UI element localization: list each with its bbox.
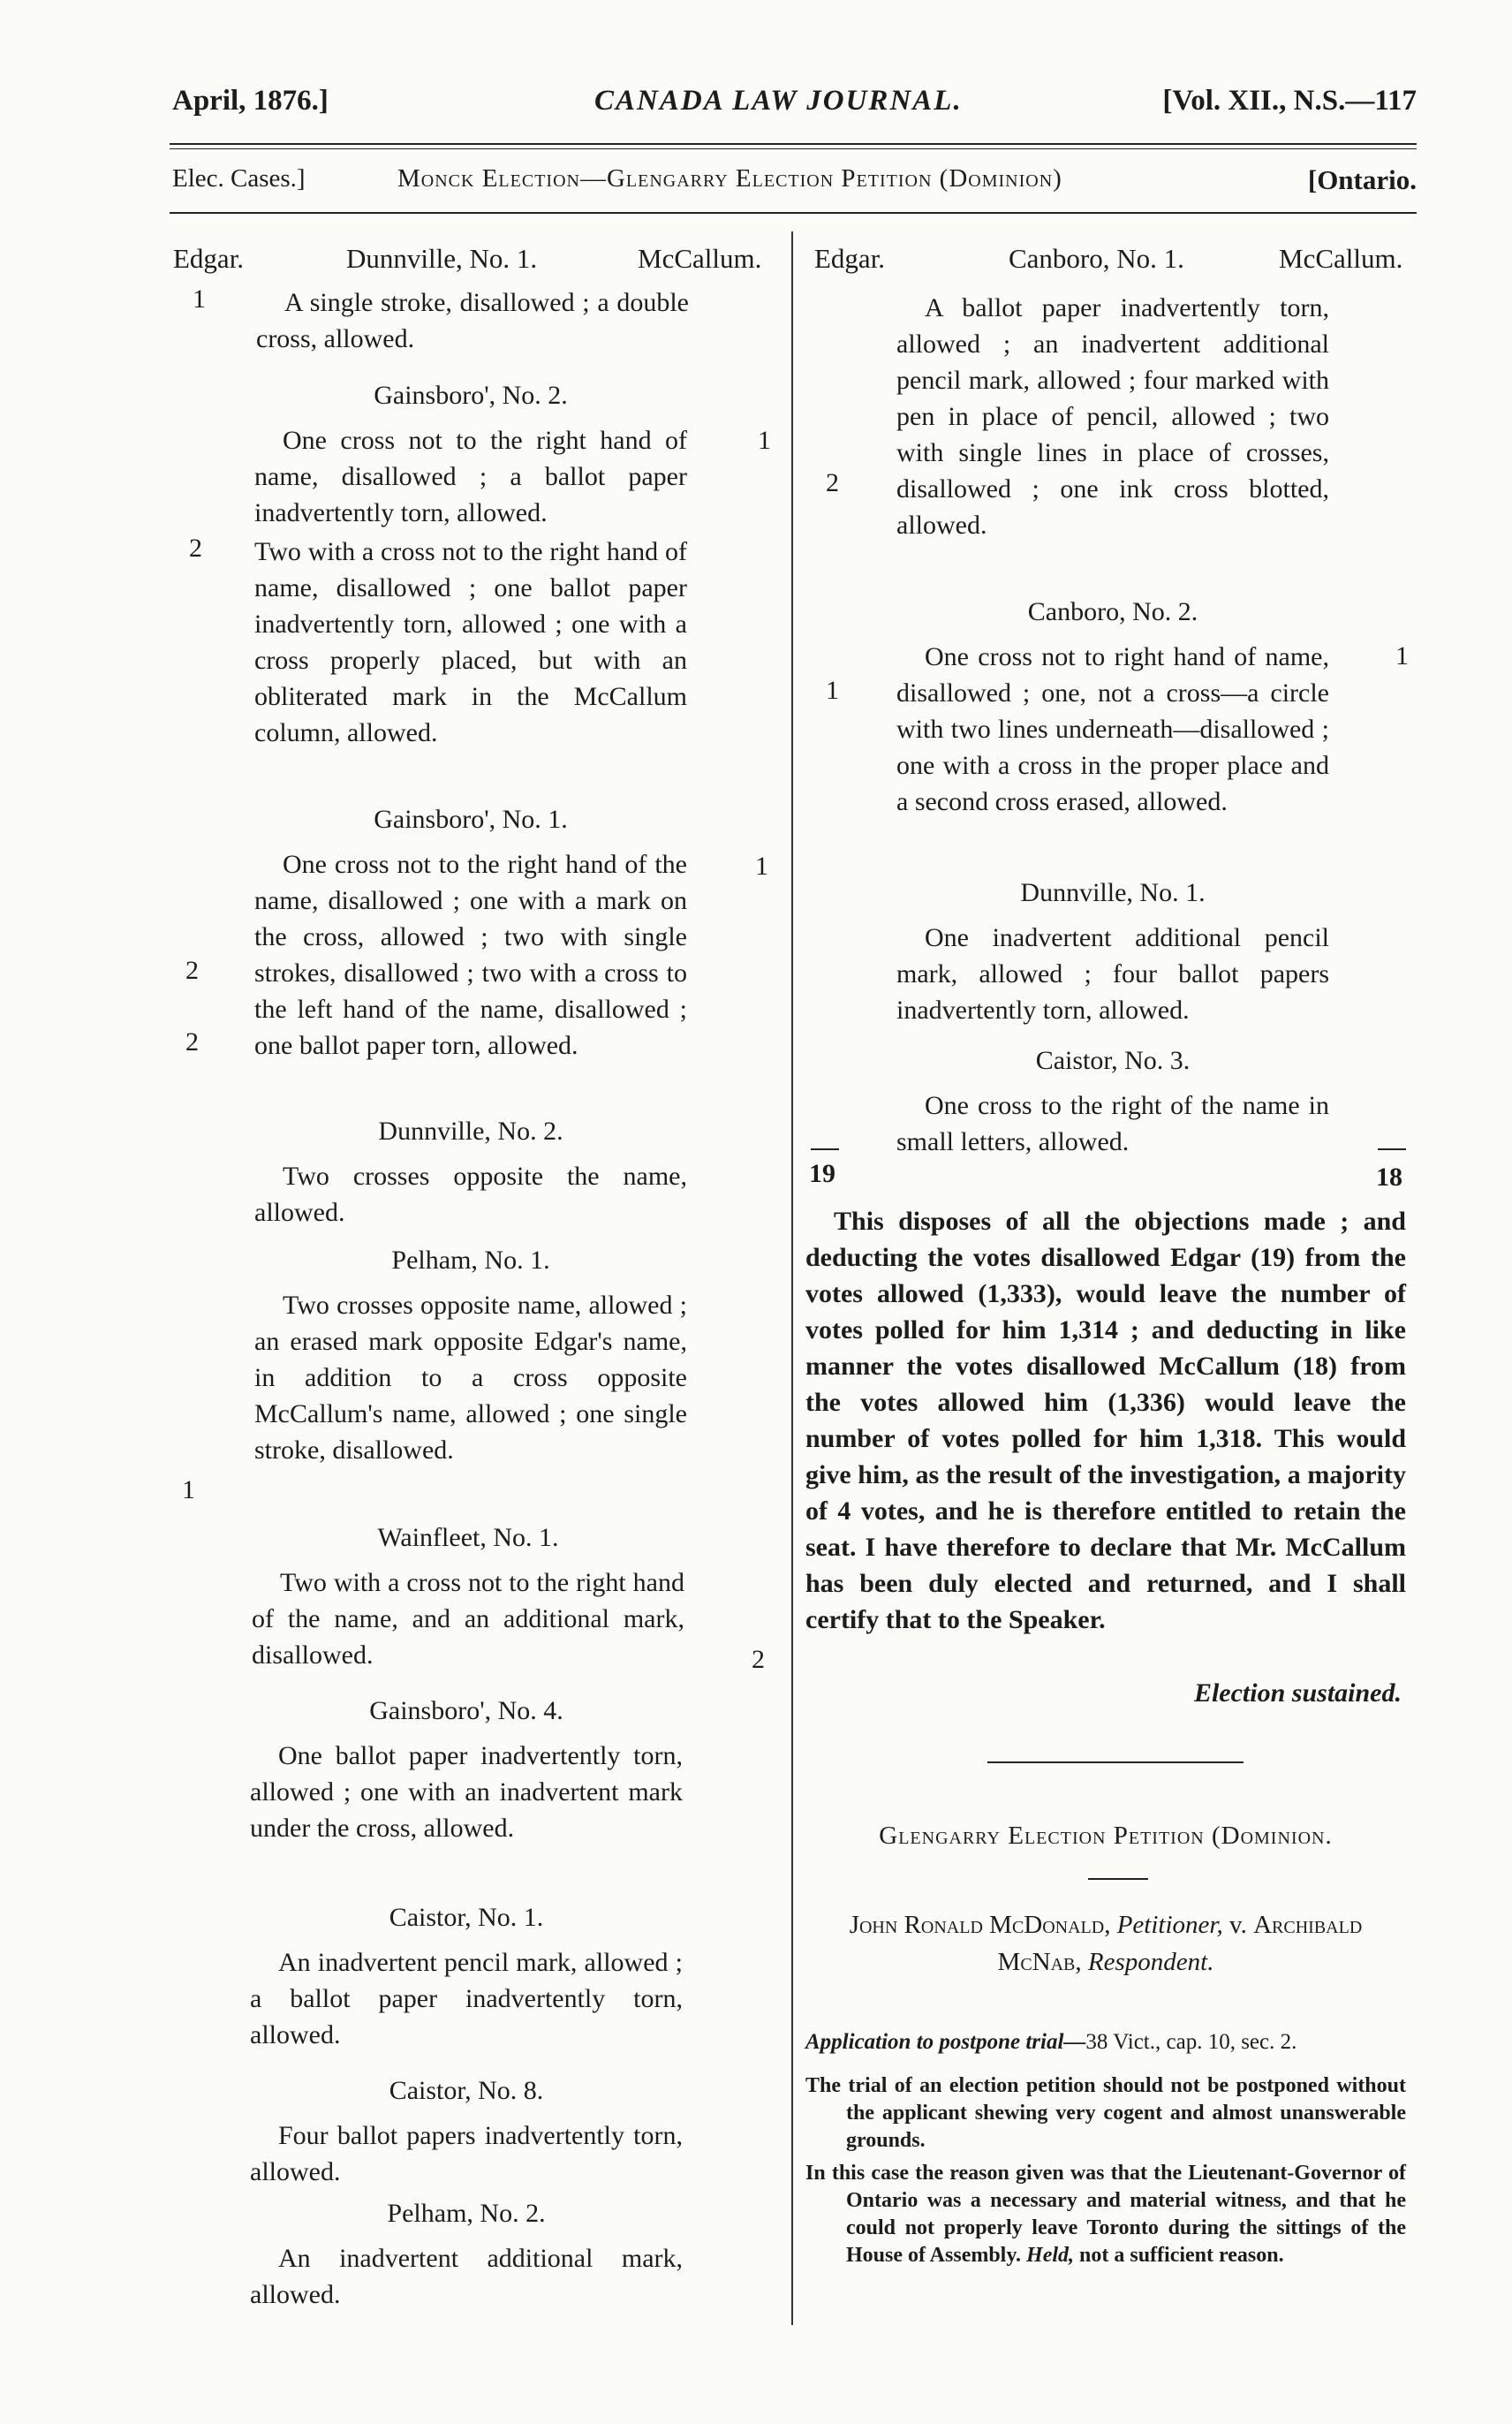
- subheader-right: [Ontario.: [1307, 164, 1417, 195]
- respondent-role: Respondent.: [1087, 1948, 1214, 1976]
- column-divider: [791, 231, 793, 2325]
- left-entry: [254, 377, 687, 531]
- left-entry: [254, 534, 687, 751]
- left-entry: [252, 1519, 684, 1673]
- total-rule: [811, 1148, 839, 1150]
- case-parties: [805, 1906, 1406, 1981]
- application-text: Application to postpone trial—: [805, 2030, 1086, 2054]
- place-name: Dunnville, No. 1.: [1020, 878, 1206, 907]
- right-entry: [896, 290, 1329, 543]
- entry-text: One cross not to right hand of name, disallowed ; one, not a cross—a circle with two lines underneath—disallowed ; one with a cross in the proper place and a second cross erased, allowed.: [896, 642, 1329, 816]
- left-entry: [254, 801, 687, 1064]
- case-title-rule: [1088, 1878, 1148, 1880]
- total-edgar: 19: [809, 1159, 835, 1188]
- left-entry: [254, 1113, 687, 1231]
- entry-text: Two crosses opposite the name, allowed.: [254, 1162, 687, 1227]
- left-entry: [250, 2195, 683, 2313]
- section-rule: [987, 1761, 1244, 1763]
- entry-text: One cross to the right of the name in small letters, allowed.: [896, 1091, 1329, 1156]
- application-line: [805, 2030, 1406, 2055]
- statute-reference: 38 Vict., cap. 10, sec. 2.: [1085, 2030, 1297, 2054]
- place-name: Caistor, No. 1.: [389, 1903, 544, 1932]
- entry-text: One cross not to the right hand of the name, disallowed ; one with a mark on the cross, allowed ; two with single strokes, disallowed ; two with a cross to the left hand of the name, disallowed ; one ballot paper torn, allowed.: [254, 850, 687, 1060]
- place-name: Canboro, No. 2.: [1027, 597, 1198, 626]
- left-entry: [250, 1899, 683, 2053]
- place-name: Gainsboro', No. 1.: [374, 805, 568, 834]
- right-edgar-count: 1: [826, 676, 839, 705]
- section-subheader: [172, 164, 1417, 203]
- entry-text: Two with a cross not to the right hand of the name, and an additional mark, disallowed.: [252, 1568, 684, 1670]
- held-label: Held,: [1026, 2244, 1075, 2267]
- headnote: [805, 2072, 1406, 2275]
- versus: v.: [1228, 1911, 1247, 1939]
- left-entry: [250, 2072, 683, 2190]
- place-name: Pelham, No. 1.: [391, 1246, 550, 1275]
- place-name: Caistor, No. 8.: [389, 2076, 544, 2105]
- place-name: Caistor, No. 3.: [1035, 1046, 1191, 1075]
- entry-text: One cross not to the right hand of name, disallowed ; a ballot paper inadvertently torn, allowed.: [254, 426, 687, 527]
- left-entry: [250, 1693, 683, 1846]
- place-name: Gainsboro', No. 4.: [369, 1696, 563, 1725]
- place-name: Pelham, No. 2.: [387, 2199, 546, 2228]
- entry-text: One ballot paper inadvertently torn, allowed ; one with an inadvertent mark under the cross, allowed.: [250, 1741, 683, 1843]
- entry-text: Four ballot papers inadvertently torn, allowed.: [250, 2121, 683, 2186]
- left-mccallum-count: 2: [752, 1645, 765, 1674]
- subheader-center: Monck Election—Glengarry Election Petition (Dominion): [397, 164, 1062, 193]
- right-col-place-head: Canboro, No. 1.: [1009, 243, 1184, 274]
- total-rule: [1378, 1148, 1406, 1150]
- place-name: Gainsboro', No. 2.: [374, 381, 568, 410]
- entry-text: An inadvertent pencil mark, allowed ; a ballot paper inadvertently torn, allowed.: [250, 1948, 683, 2049]
- total-mccallum: 18: [1376, 1163, 1402, 1192]
- subheader-rule: [170, 212, 1417, 214]
- left-col-edgar-head: Edgar.: [173, 243, 245, 274]
- left-col-place-head: Dunnville, No. 1.: [346, 243, 538, 274]
- headnote-paragraph: The trial of an election petition should not be postponed without the applicant shewing very cogent and almost unanswerable grounds.: [805, 2074, 1406, 2152]
- right-mccallum-count: 1: [1395, 641, 1409, 670]
- right-entry: [896, 875, 1329, 1028]
- left-edgar-count: 2: [185, 956, 199, 985]
- left-entry: [254, 1242, 687, 1468]
- case-title: Glengarry Election Petition (Dominion.: [879, 1822, 1333, 1850]
- petitioner-role: Petitioner,: [1116, 1911, 1223, 1939]
- left-edgar-count: 1: [182, 1475, 195, 1504]
- entry-text: An inadvertent additional mark, allowed.: [250, 2244, 683, 2309]
- entry-text: One inadvertent additional pencil mark, allowed ; four ballot papers inadvertently torn, allowed.: [896, 923, 1329, 1025]
- right-edgar-count: 2: [826, 468, 839, 497]
- subheader-left: Elec. Cases.]: [172, 164, 306, 193]
- headnote-text: In this case the reason given was that the Lieutenant-Governor of Ontario was a necessary and material witness, and that he could not properly leave Toronto during the sittings of the House of Assembly.: [805, 2162, 1406, 2267]
- entry-text: Two with a cross not to the right hand of name, disallowed ; one ballot paper inadvertently torn, allowed ; one with a cross properly placed, but with an obliterated mark in the McCallum column, allowed.: [254, 537, 687, 747]
- place-name: Dunnville, No. 2.: [378, 1117, 563, 1146]
- entry-text: A single stroke, disallowed ; a double cross, allowed.: [256, 288, 689, 353]
- petitioner-name: John Ronald McDonald,: [849, 1911, 1111, 1939]
- right-col-edgar-head: Edgar.: [814, 243, 886, 274]
- headnote-conclusion: not a sufficient reason.: [1079, 2244, 1284, 2267]
- volume-page: [Vol. XII., N.S.—117: [1162, 85, 1417, 117]
- running-header: [172, 85, 1417, 138]
- left-col-mccallum-head: McCallum.: [638, 243, 762, 274]
- headnote-paragraph: [805, 2160, 1406, 2269]
- right-col-mccallum-head: McCallum.: [1279, 243, 1403, 274]
- summary-paragraph: This disposes of all the objections made ; and deducting the votes disallowed Edgar (19) from the votes allowed (1,333), would leave the number of votes polled for him 1,314 ; and deducting in like manner the votes disallowed McCallum (18) from the votes allowed him (1,336) would leave the number of votes polled for him 1,318. This would give him, as the result of the investigation, a majority of 4 votes, and he is therefore entitled to retain the seat. I have therefore to declare that Mr. McCallum has been duly elected and returned, and I shall certify that to the Speaker.: [805, 1207, 1406, 1634]
- left-entry: [256, 284, 689, 357]
- journal-title: CANADA LAW JOURNAL.: [594, 85, 963, 117]
- respondent-name: Archibald McNab,: [997, 1911, 1363, 1976]
- right-entry: [896, 594, 1329, 820]
- place-name: Wainfleet, No. 1.: [377, 1523, 559, 1552]
- left-edgar-count: 1: [193, 284, 206, 314]
- header-rule: [170, 143, 1417, 145]
- left-edgar-count: 2: [185, 1027, 199, 1057]
- entry-text: Two crosses opposite name, allowed ; an erased mark opposite Edgar's name, in addition to a cross opposite McCallum's name, allowed ; one single stroke, disallowed.: [254, 1291, 687, 1465]
- header-date: April, 1876.]: [172, 85, 329, 117]
- header-rule-thin: [170, 148, 1417, 149]
- right-entry: [896, 1042, 1329, 1160]
- entry-text: A ballot paper inadvertently torn, allowed ; an inadvertent additional pencil mark, allowed ; four marked with pen in place of pencil, allowed ; two with single lines in place of crosses, disallowed ; one ink cross blotted, allowed.: [896, 293, 1329, 540]
- left-mccallum-count: 1: [755, 852, 768, 881]
- left-edgar-count: 2: [189, 534, 202, 563]
- left-mccallum-count: 1: [758, 426, 771, 455]
- election-result: Election sustained.: [1193, 1678, 1402, 1708]
